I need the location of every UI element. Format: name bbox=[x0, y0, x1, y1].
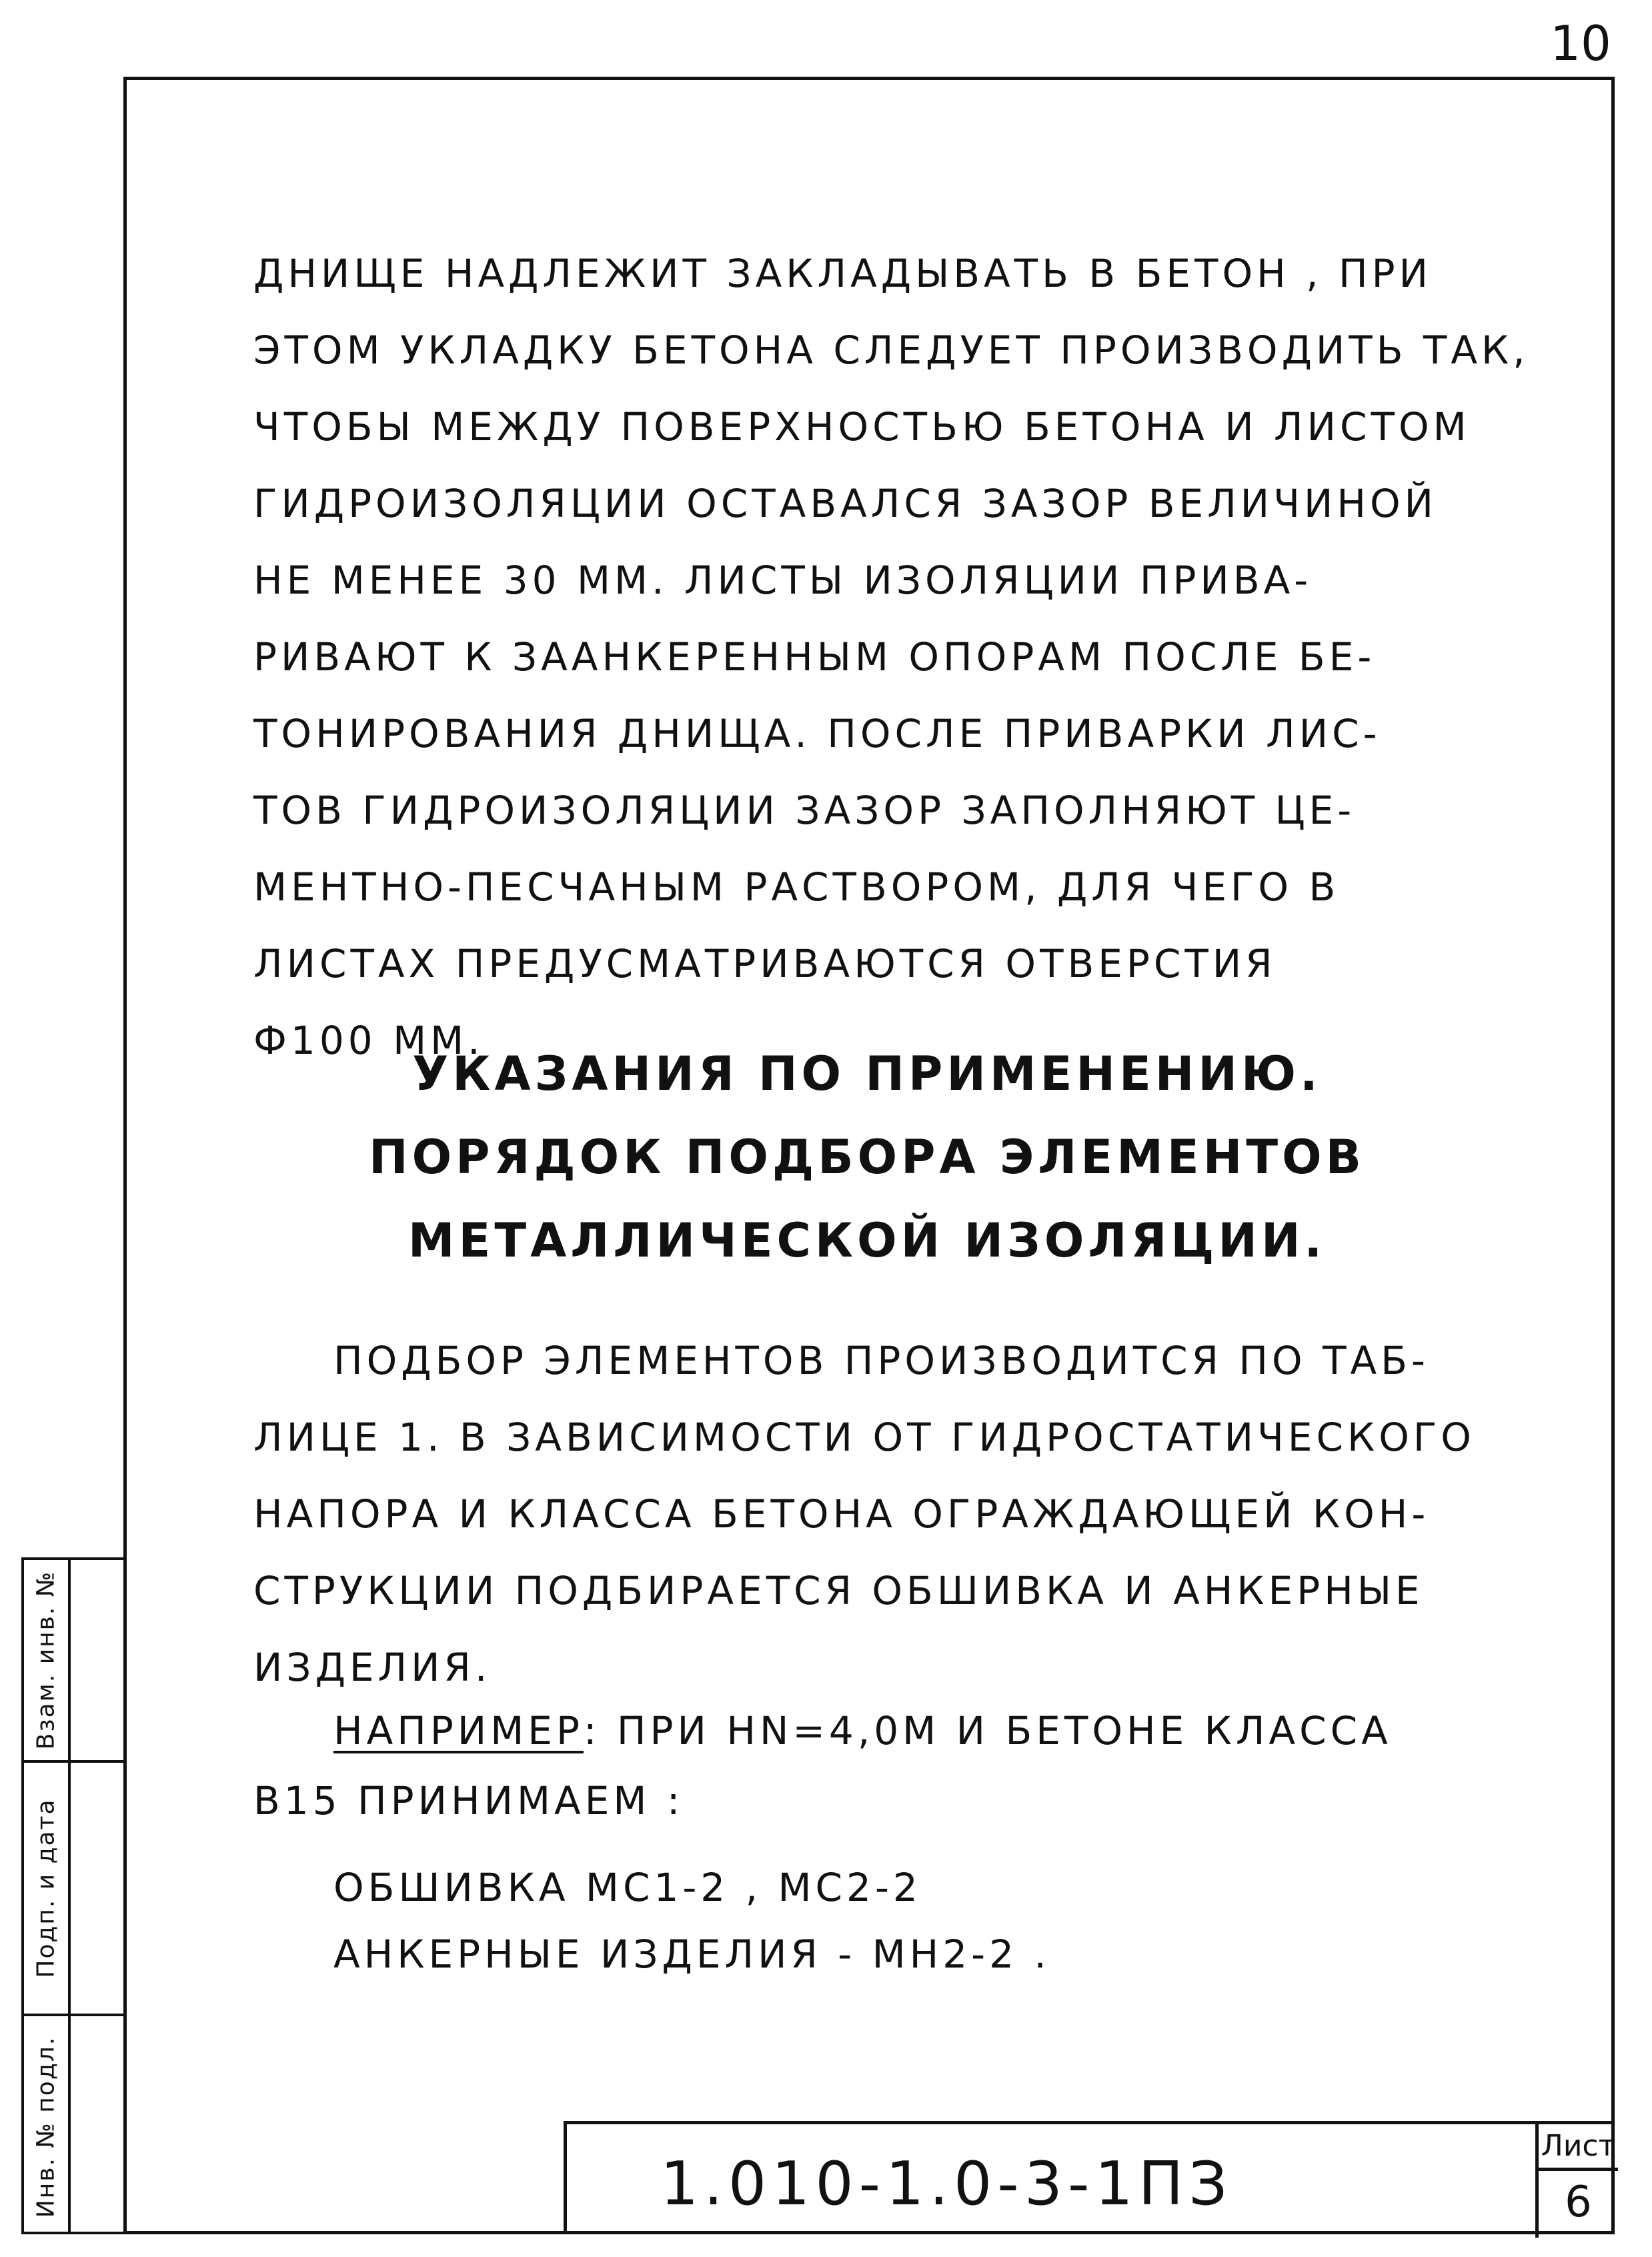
body-line: ЛИСТАХ ПРЕДУСМАТРИВАЮТСЯ ОТВЕРСТИЯ bbox=[253, 941, 1277, 986]
example-item-cladding: ОБШИВКА МС1-2 , МС2-2 bbox=[333, 1865, 922, 1910]
selection-line: СТРУКЦИИ ПОДБИРАЕТСЯ ОБШИВКА И АНКЕРНЫЕ bbox=[253, 1568, 1424, 1613]
title-block bbox=[564, 2121, 1615, 2234]
example-label: НАПРИМЕР bbox=[333, 1708, 584, 1753]
body-line: ЭТОМ УКЛАДКУ БЕТОНА СЛЕДУЕТ ПРОИЗВОДИТЬ ТАК, bbox=[253, 327, 1529, 373]
body-line: ГИДРОИЗОЛЯЦИИ ОСТАВАЛСЯ ЗАЗОР ВЕЛИЧИНОЙ bbox=[253, 481, 1437, 526]
body-line: ЧТОБЫ МЕЖДУ ПОВЕРХНОСТЬЮ БЕТОНА И ЛИСТОМ bbox=[253, 404, 1471, 450]
stamp-value-inv-original bbox=[71, 2014, 123, 2237]
example-text: : ПРИ HN=4,0М И БЕТОНЕ КЛАССА bbox=[583, 1708, 1392, 1753]
stamp-labels-column bbox=[24, 1560, 71, 2232]
stamp-value-signature-date bbox=[71, 1760, 123, 2014]
heading-line: УКАЗАНИЯ ПО ПРИМЕНЕНИЮ. bbox=[412, 1046, 1322, 1101]
stamp-values-column bbox=[71, 1560, 126, 2232]
selection-line: ПОДБОР ЭЛЕМЕНТОВ ПРОИЗВОДИТСЯ ПО ТАБ- bbox=[333, 1338, 1429, 1383]
page-number: 10 bbox=[1550, 15, 1611, 71]
body-line: РИВАЮТ К ЗААНКЕРЕННЫМ ОПОРАМ ПОСЛЕ БЕ- bbox=[253, 634, 1376, 680]
sheet-box bbox=[1535, 2121, 1618, 2238]
sheet-number: 6 bbox=[1565, 2178, 1592, 2227]
stamp-label-inv-original: Инв. № подл. bbox=[32, 2036, 60, 2218]
body-line: МЕНТНО-ПЕСЧАНЫМ РАСТВОРОМ, ДЛЯ ЧЕГО В bbox=[253, 864, 1340, 910]
side-stamp bbox=[21, 1557, 123, 2234]
example-item-anchors: АНКЕРНЫЕ ИЗДЕЛИЯ - МН2-2 . bbox=[333, 1932, 1050, 1977]
stamp-cell-inv-original bbox=[24, 2014, 68, 2237]
body-line: НЕ МЕНЕЕ 30 ММ. ЛИСТЫ ИЗОЛЯЦИИ ПРИВА- bbox=[253, 558, 1313, 603]
heading-line: ПОРЯДОК ПОДБОРА ЭЛЕМЕНТОВ bbox=[369, 1130, 1365, 1185]
selection-line: ЛИЦЕ 1. В ЗАВИСИМОСТИ ОТ ГИДРОСТАТИЧЕСКОГО bbox=[253, 1415, 1475, 1460]
body-line: Ф100 ММ. bbox=[253, 1018, 484, 1063]
selection-line: НАПОРА И КЛАССА БЕТОНА ОГРАЖДАЮЩЕЙ КОН- bbox=[253, 1491, 1430, 1537]
document-designation: 1.010-1.0-3-1ПЗ bbox=[660, 2149, 1233, 2219]
selection-line: ИЗДЕЛИЯ. bbox=[253, 1645, 492, 1690]
sheet-label: Лист bbox=[1539, 2121, 1618, 2171]
example-line bbox=[333, 1704, 1392, 1757]
example-line-2: В15 ПРИНИМАЕМ : bbox=[253, 1778, 684, 1823]
body-line: ТОНИРОВАНИЯ ДНИЩА. ПОСЛЕ ПРИВАРКИ ЛИС- bbox=[253, 711, 1381, 756]
body-line: ТОВ ГИДРОИЗОЛЯЦИИ ЗАЗОР ЗАПОЛНЯЮТ ЦЕ- bbox=[253, 788, 1356, 833]
body-line: ДНИЩЕ НАДЛЕЖИТ ЗАКЛАДЫВАТЬ В БЕТОН , ПРИ bbox=[253, 251, 1433, 296]
stamp-cell-signature-date bbox=[24, 1760, 68, 2014]
stamp-label-replaced-inv: Взам. инв. № bbox=[32, 1570, 60, 1750]
stamp-cell-replaced-inv bbox=[24, 1560, 68, 1760]
heading-line: МЕТАЛЛИЧЕСКОЙ ИЗОЛЯЦИИ. bbox=[407, 1213, 1327, 1268]
stamp-label-signature-date: Подп. и дата bbox=[32, 1798, 60, 1978]
